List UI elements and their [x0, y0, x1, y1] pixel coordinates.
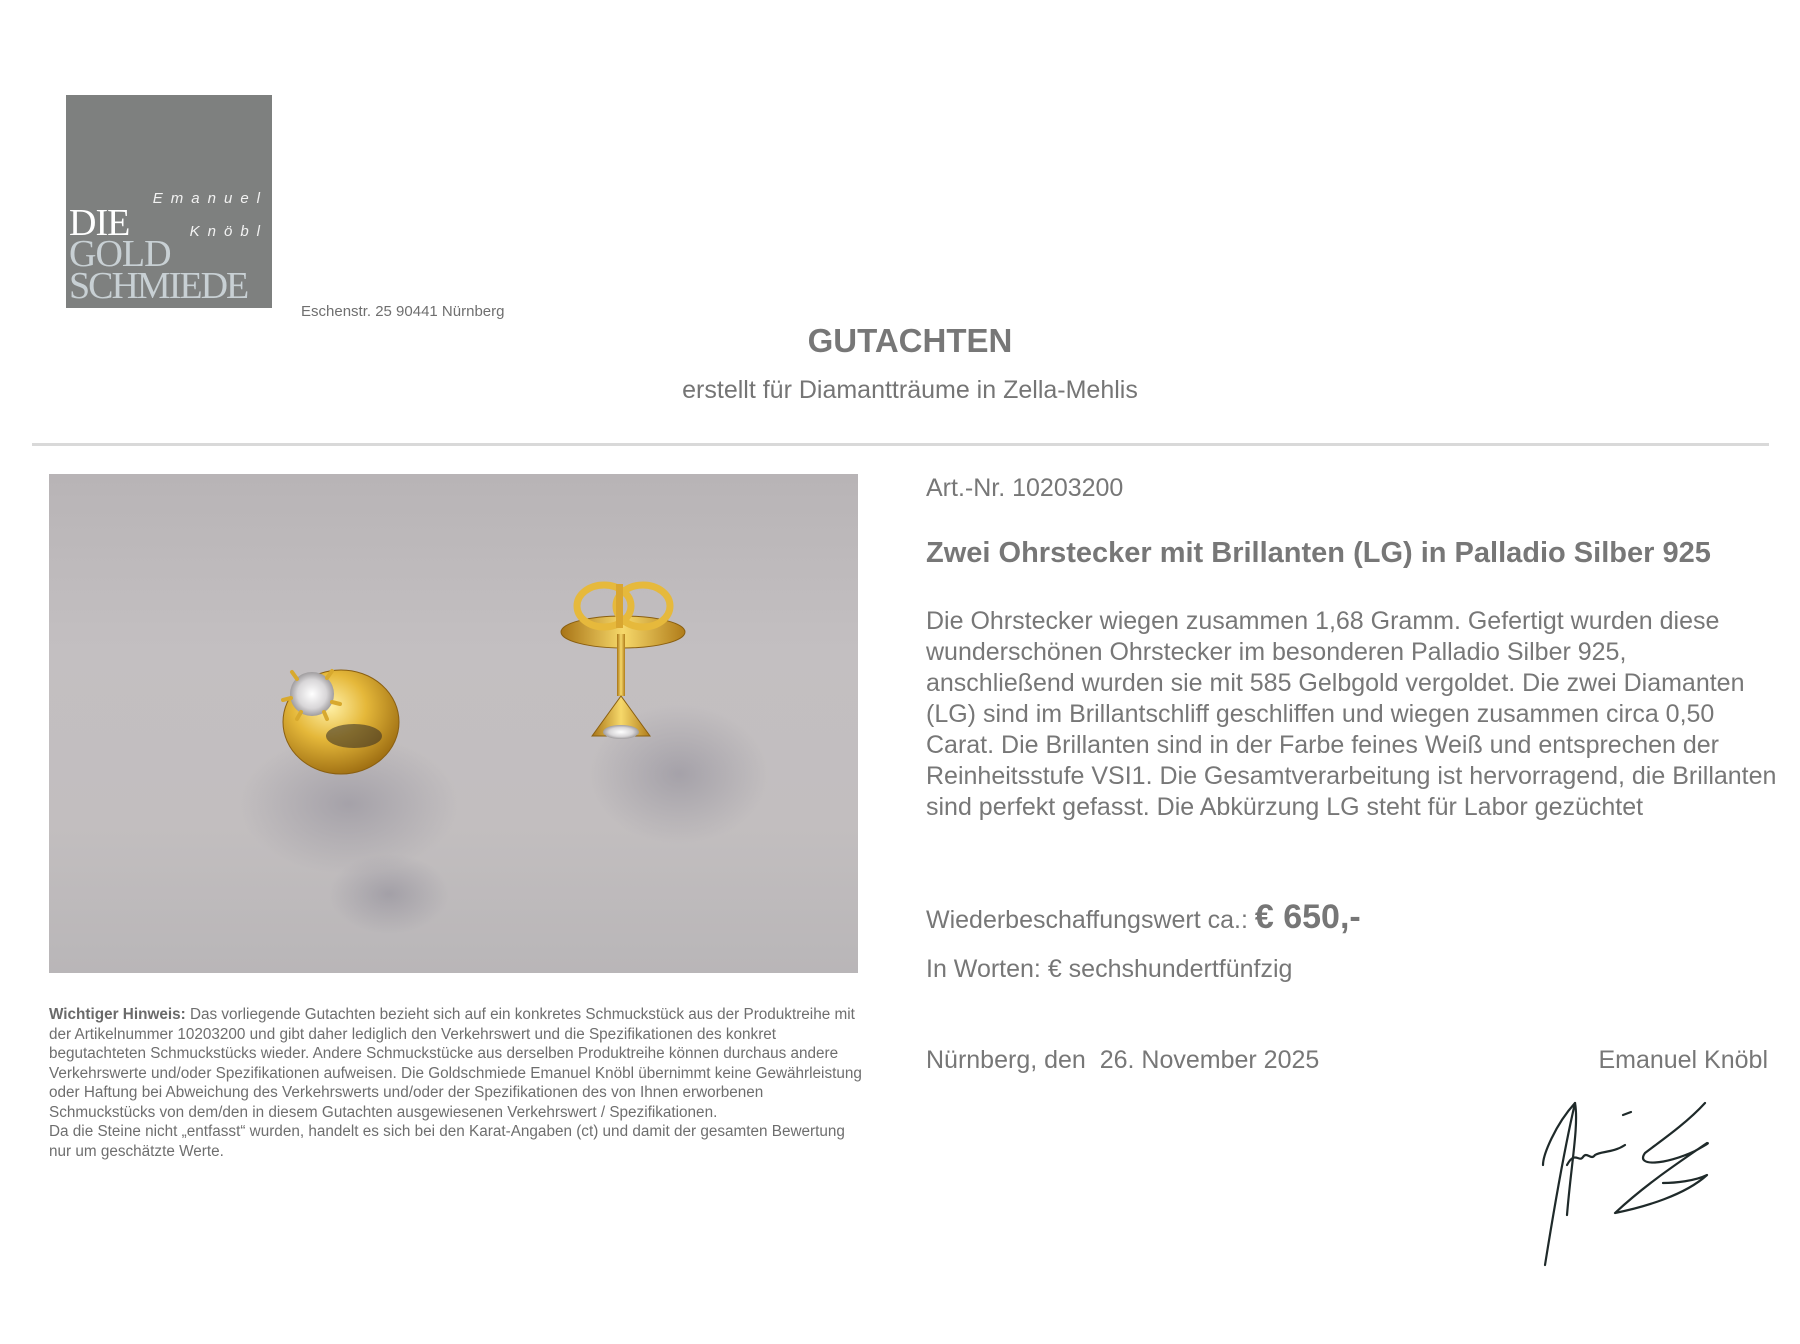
header-divider — [32, 443, 1769, 446]
signature-image — [1535, 1095, 1745, 1270]
product-title: Zwei Ohrstecker mit Brillanten (LG) in Palladio Silber 925 — [926, 537, 1711, 569]
replacement-value — [926, 898, 1361, 937]
logo-line-gold: GOLD — [69, 233, 171, 275]
company-logo — [66, 95, 272, 308]
notice-text-estimate: Da die Steine nicht „entfasst“ wurden, handelt es sich bei den Karat-Angaben (ct) und damit der gesamten Bewertung nur um geschätzte Werte. — [49, 1123, 845, 1160]
replacement-value-amount: € 650,- — [1254, 898, 1361, 936]
signer-name: Emanuel Knöbl — [1598, 1046, 1768, 1074]
logo-line-die: DIE — [69, 202, 130, 244]
logo-first-name: Emanuel — [152, 190, 268, 207]
notice-label: Wichtiger Hinweis: — [49, 1006, 186, 1023]
product-description: Die Ohrstecker wiegen zusammen 1,68 Gramm. Gefertigt wurden diese wunderschönen Ohrstecker im besonderen Palladio Silber 925, anschließend wurden sie mit 585 Gelbgold vergoldet. Die zwei Diamanten (LG) sind im Brillantschliff geschliffen und wiegen zusammen circa 0,50 Carat. Die Brillanten sind in der Farbe feines Weiß und entsprechen der Reinheitsstufe VSI1. Die Gesamtverarbeitung ist hervorragend, die Brillanten sind perfekt gefasst. Die Abkürzung LG steht für Labor gezüchtet — [926, 607, 1777, 821]
document-subtitle: erstellt für Diamantträume in Zella-Mehlis — [682, 376, 1138, 404]
document-title: GUTACHTEN — [807, 322, 1013, 359]
earrings-illustration — [49, 474, 858, 973]
product-photo — [49, 474, 858, 973]
company-address: Eschenstr. 25 90441 Nürnberg — [301, 303, 505, 320]
notice-text: Das vorliegende Gutachten bezieht sich auf ein konkretes Schmuckstück aus der Produktreihe mit der Artikelnummer 10203200 und gibt daher lediglich den Verkehrswert und die Spezifikationen des konkret begutachteten Schmuckstücks wieder. Andere Schmuckstücke aus derselben Produktreihe können durchaus andere Verkehrswerte und/oder Spezifikationen aufweisen. Die Goldschmiede Emanuel Knöbl übernimmt keine Gewährleistung oder Haftung bei Abweichung des Verkehrswerts und/oder der Spezifikationen des von Ihnen erworbenen Schmuckstücks von dem/den in diesem Gutachten ausgewiesenen Verkehrswert / Spezifikationen. — [49, 1006, 862, 1121]
logo-last-name: Knöbl — [189, 223, 268, 240]
place-and-date: Nürnberg, den 26. November 2025 — [926, 1046, 1320, 1074]
value-in-words: In Worten: € sechshundertfünfzig — [926, 955, 1293, 983]
article-number: Art.-Nr. 10203200 — [926, 474, 1124, 502]
replacement-value-label: Wiederbeschaffungswert ca.: — [926, 906, 1255, 934]
important-notice — [49, 1005, 864, 1161]
logo-line-schmiede: SCHMIEDE — [69, 265, 248, 307]
